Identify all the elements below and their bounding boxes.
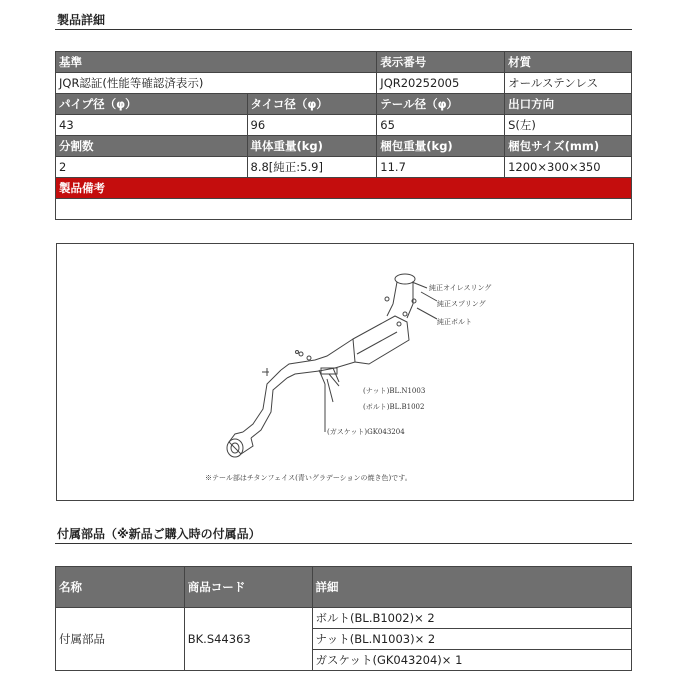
- label-oem-bolt: 純正ボルト: [437, 318, 472, 326]
- value-muffler-diameter: 96: [247, 115, 377, 136]
- spec-table: [55, 51, 632, 220]
- diagram-note: ※テール部はチタンフェイス(青いグラデーションの焼き色)です。: [205, 474, 412, 482]
- value-exit-direction: S(左): [505, 115, 632, 136]
- header-unit-weight: 単体重量(kg): [247, 136, 377, 157]
- spec-header-row-1: [56, 52, 632, 73]
- header-package-size: 梱包サイズ(mm): [505, 136, 632, 157]
- remarks-value: [56, 199, 632, 220]
- accessory-detail: ガスケット(GK043204)× 1: [312, 650, 631, 671]
- label-oem-oil-ring: 純正オイレスリング: [429, 284, 492, 292]
- header-pipe-diameter: パイプ径（φ）: [56, 94, 248, 115]
- value-material: オールステンレス: [505, 73, 632, 94]
- spec-value-row-1: [56, 73, 632, 94]
- header-material: 材質: [505, 52, 632, 73]
- value-package-weight: 11.7: [377, 157, 505, 178]
- header-exit-direction: 出口方向: [505, 94, 632, 115]
- header-name: 名称: [56, 567, 185, 608]
- title-rule: [55, 29, 632, 30]
- header-display-number: 表示番号: [377, 52, 505, 73]
- product-details-title: 製品詳細: [57, 13, 106, 27]
- accessories-title: 付属部品（※新品ご購入時の付属品）: [57, 527, 261, 541]
- value-tail-diameter: 65: [377, 115, 505, 136]
- spec-header-row-3: [56, 136, 632, 157]
- header-split-count: 分割数: [56, 136, 248, 157]
- label-nut: (ナット)BL.N1003: [363, 387, 426, 395]
- label-oem-spring: 純正スプリング: [437, 300, 486, 308]
- accessories-table: [55, 566, 632, 671]
- accessory-row: [56, 608, 632, 629]
- value-display-number: JQR20252005: [377, 73, 505, 94]
- remarks-label: 製品備考: [56, 178, 632, 199]
- header-standard: 基準: [56, 52, 377, 73]
- accessory-detail: ボルト(BL.B1002)× 2: [312, 608, 631, 629]
- remarks-value-row: [56, 199, 632, 220]
- label-gasket: (ガスケット)GK043204: [327, 428, 405, 436]
- value-package-size: 1200×300×350: [505, 157, 632, 178]
- accessory-name: 付属部品: [56, 608, 185, 671]
- accessories-header-row: [56, 567, 632, 608]
- header-package-weight: 梱包重量(kg): [377, 136, 505, 157]
- value-split-count: 2: [56, 157, 248, 178]
- accessories-rule: [55, 543, 632, 544]
- exhaust-diagram: [56, 243, 634, 501]
- spec-value-row-2: [56, 115, 632, 136]
- label-bolt: (ボルト)BL.B1002: [363, 403, 425, 411]
- remarks-header-row: [56, 178, 632, 199]
- spec-header-row-2: [56, 94, 632, 115]
- value-pipe-diameter: 43: [56, 115, 248, 136]
- header-tail-diameter: テール径（φ）: [377, 94, 505, 115]
- header-muffler-diameter: タイコ径（φ）: [247, 94, 377, 115]
- header-details: 詳細: [312, 567, 631, 608]
- exhaust-drawing: [57, 244, 633, 500]
- header-product-code: 商品コード: [184, 567, 312, 608]
- value-standard: JQR認証(性能等確認済表示): [56, 73, 377, 94]
- accessory-detail: ナット(BL.N1003)× 2: [312, 629, 631, 650]
- spec-value-row-3: [56, 157, 632, 178]
- accessory-code: BK.S44363: [184, 608, 312, 671]
- value-unit-weight: 8.8[純正:5.9]: [247, 157, 377, 178]
